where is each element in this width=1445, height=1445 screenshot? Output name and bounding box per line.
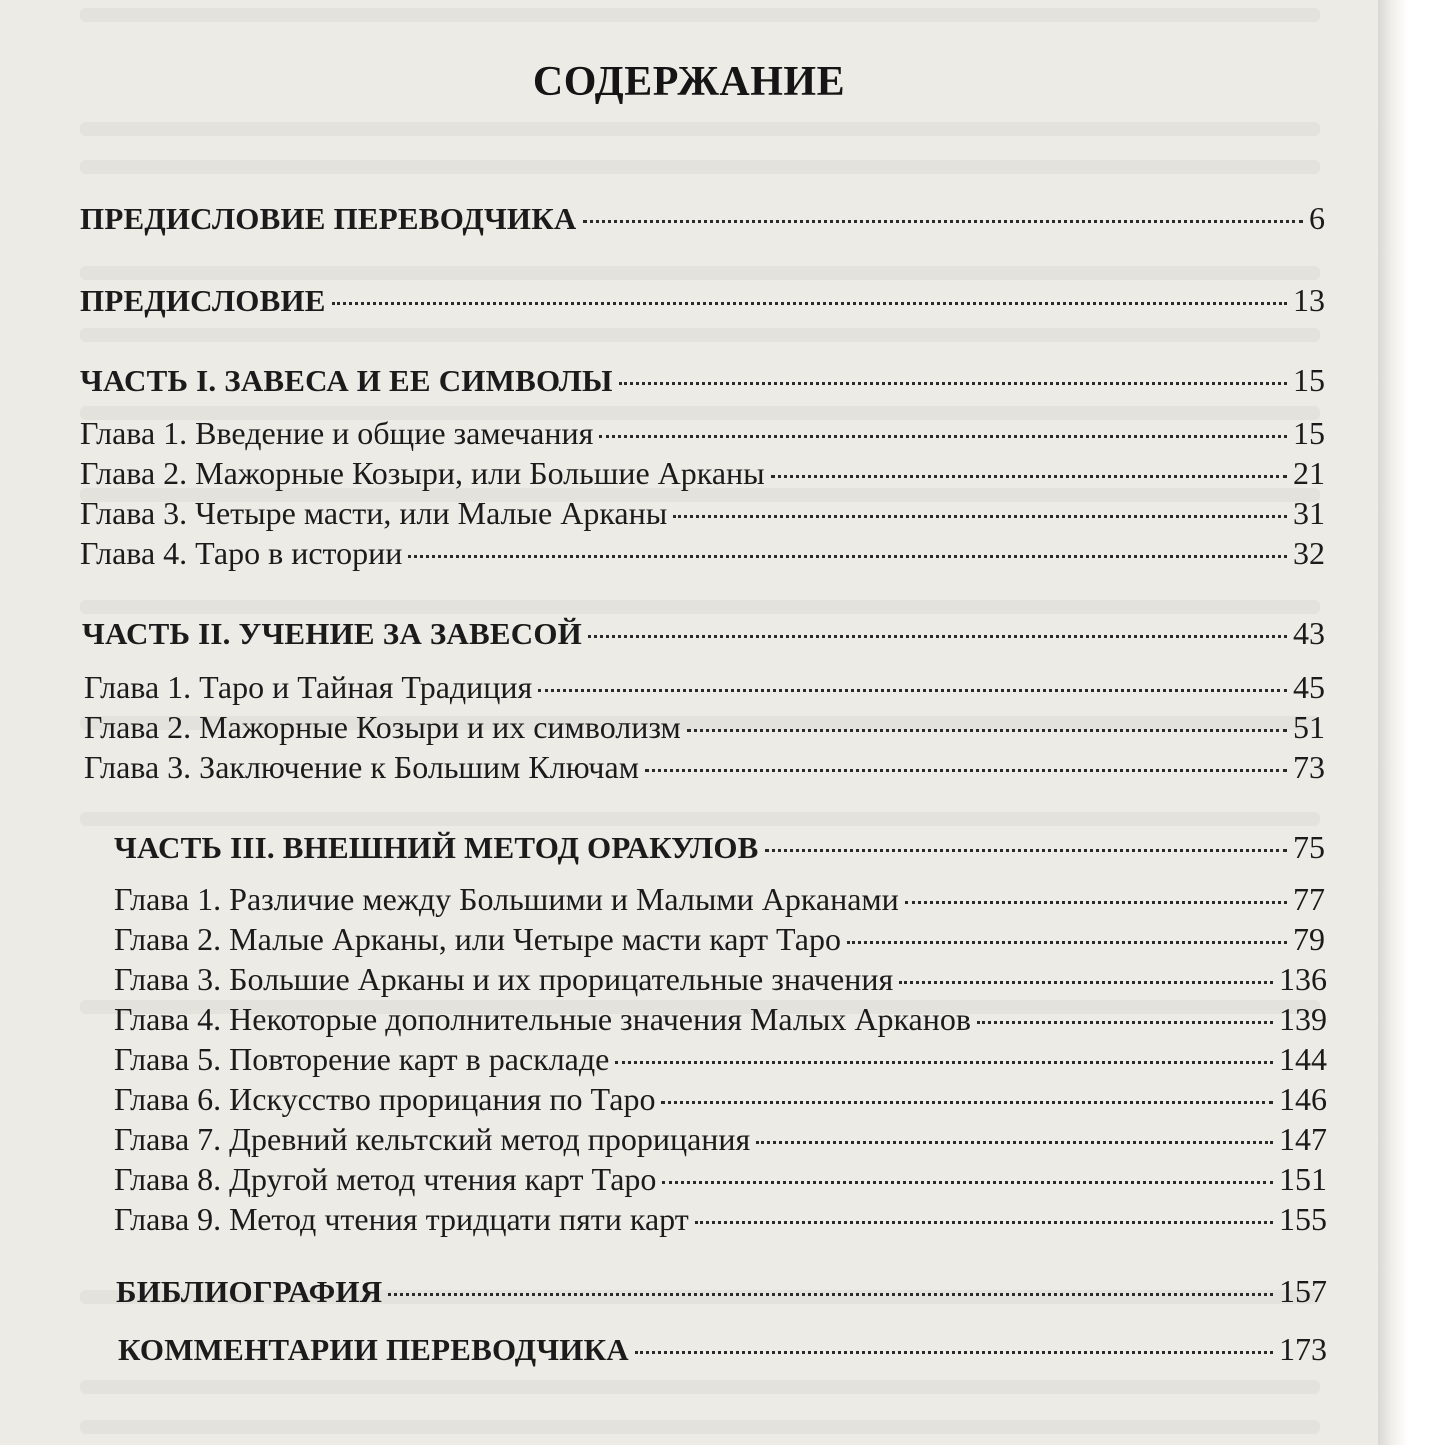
toc-entry-translator-comments[interactable] <box>118 1329 1327 1370</box>
entry-label: Глава 2. Мажорные Козыри, или Большие Арканы <box>80 455 765 491</box>
entry-label: Глава 5. Повторение карт в раскладе <box>114 1041 610 1077</box>
entry-label: Глава 8. Другой метод чтения карт Таро <box>114 1161 657 1197</box>
entry-label: Глава 1. Введение и общие замечания <box>80 415 594 451</box>
entry-label: Глава 2. Малые Арканы, или Четыре масти карт Таро <box>114 921 841 957</box>
entry-label: ПРЕДИСЛОВИЕ <box>80 283 326 318</box>
entry-page-number: 45 <box>1293 669 1325 705</box>
dot-leader <box>695 1221 1273 1224</box>
toc-entry-chapter[interactable] <box>114 959 1327 999</box>
entry-page-number: 151 <box>1279 1161 1327 1197</box>
toc-entry-chapter[interactable] <box>80 533 1325 573</box>
entry-label: Глава 7. Древний кельтский метод прорицания <box>114 1121 751 1157</box>
dot-leader <box>756 1141 1273 1144</box>
entry-page-number: 32 <box>1293 535 1325 571</box>
entry-page-number: 173 <box>1279 1331 1327 1367</box>
entry-label: Глава 4. Таро в истории <box>80 535 403 571</box>
dot-leader <box>771 475 1287 478</box>
show-through-text <box>80 600 1320 614</box>
entry-page-number: 136 <box>1279 961 1327 997</box>
entry-label: Глава 1. Различие между Большими и Малыми Арканами <box>114 881 899 917</box>
entry-page-number: 147 <box>1279 1121 1327 1157</box>
entry-label: Глава 1. Таро и Тайная Традиция <box>84 669 533 705</box>
entry-label: Глава 9. Метод чтения тридцати пяти карт <box>114 1201 689 1237</box>
dot-leader <box>332 302 1287 305</box>
dot-leader <box>662 1181 1273 1184</box>
entry-label: Глава 4. Некоторые дополнительные значения Малых Арканов <box>114 1001 971 1037</box>
entry-label: ЧАСТЬ II. УЧЕНИЕ ЗА ЗАВЕСОЙ <box>82 616 582 651</box>
show-through-text <box>80 266 1320 280</box>
entry-label: Глава 6. Искусство прорицания по Таро <box>114 1081 656 1117</box>
toc-entry-chapter[interactable] <box>114 879 1325 919</box>
toc-entry-part-1[interactable] <box>80 360 1325 401</box>
entry-page-number: 139 <box>1279 1001 1327 1037</box>
toc-entry-bibliography[interactable] <box>116 1271 1327 1312</box>
entry-page-number: 77 <box>1293 881 1325 917</box>
dot-leader <box>619 382 1287 385</box>
toc-entry-chapter[interactable] <box>114 1159 1327 1199</box>
dot-leader <box>599 435 1287 438</box>
toc-entry-part-2[interactable] <box>82 613 1325 654</box>
entry-label: ЧАСТЬ III. ВНЕШНИЙ МЕТОД ОРАКУЛОВ <box>114 830 759 865</box>
entry-page-number: 43 <box>1293 615 1325 651</box>
toc-entry-chapter[interactable] <box>114 919 1325 959</box>
dot-leader <box>847 941 1287 944</box>
toc-entry-chapter[interactable] <box>114 1039 1327 1079</box>
entry-page-number: 75 <box>1293 829 1325 865</box>
entry-page-number: 6 <box>1309 200 1325 236</box>
entry-label: Глава 2. Мажорные Козыри и их символизм <box>84 709 681 745</box>
entry-label: ЧАСТЬ I. ЗАВЕСА И ЕЕ СИМВОЛЫ <box>80 363 613 398</box>
dot-leader <box>615 1061 1273 1064</box>
entry-label: Глава 3. Большие Арканы и их прорицательные значения <box>114 961 894 997</box>
entry-page-number: 157 <box>1279 1273 1327 1309</box>
toc-entry-chapter[interactable] <box>84 707 1325 747</box>
entry-page-number: 155 <box>1279 1201 1327 1237</box>
dot-leader <box>905 901 1287 904</box>
entry-page-number: 73 <box>1293 749 1325 785</box>
dot-leader <box>538 689 1287 692</box>
entry-page-number: 13 <box>1293 282 1325 318</box>
entry-page-number: 79 <box>1293 921 1325 957</box>
entry-page-number: 15 <box>1293 415 1325 451</box>
show-through-text <box>80 8 1320 22</box>
toc-entry-translator-preface[interactable] <box>80 198 1325 239</box>
toc-entry-chapter[interactable] <box>114 1119 1327 1159</box>
toc-entry-chapter[interactable] <box>114 999 1327 1039</box>
entry-label: ПРЕДИСЛОВИЕ ПЕРЕВОДЧИКА <box>80 201 577 236</box>
toc-entry-preface[interactable] <box>80 280 1325 321</box>
dot-leader <box>661 1101 1273 1104</box>
dot-leader <box>588 635 1287 638</box>
toc-entry-part-3[interactable] <box>114 827 1325 868</box>
dot-leader <box>388 1293 1273 1296</box>
toc-entry-chapter[interactable] <box>80 493 1325 533</box>
show-through-text <box>80 122 1320 136</box>
entry-label: БИБЛИОГРАФИЯ <box>116 1274 383 1309</box>
show-through-text <box>80 1420 1320 1434</box>
toc-entry-chapter[interactable] <box>80 413 1325 453</box>
dot-leader <box>635 1351 1273 1354</box>
dot-leader <box>899 981 1273 984</box>
dot-leader <box>977 1021 1273 1024</box>
dot-leader <box>687 729 1287 732</box>
show-through-text <box>80 812 1320 826</box>
entry-page-number: 144 <box>1279 1041 1327 1077</box>
entry-page-number: 51 <box>1293 709 1325 745</box>
entry-page-number: 21 <box>1293 455 1325 491</box>
dot-leader <box>408 555 1287 558</box>
show-through-text <box>80 1380 1320 1394</box>
toc-entry-chapter[interactable] <box>84 667 1325 707</box>
entry-label: Глава 3. Заключение к Большим Ключам <box>84 749 639 785</box>
dot-leader <box>673 515 1287 518</box>
dot-leader <box>765 849 1287 852</box>
entry-page-number: 15 <box>1293 362 1325 398</box>
entry-page-number: 146 <box>1279 1081 1327 1117</box>
page-edge <box>1378 0 1445 1445</box>
show-through-text <box>80 160 1320 174</box>
show-through-text <box>80 328 1320 342</box>
entry-label: Глава 3. Четыре масти, или Малые Арканы <box>80 495 668 531</box>
toc-entry-chapter[interactable] <box>114 1079 1327 1119</box>
entry-label: КОММЕНТАРИИ ПЕРЕВОДЧИКА <box>118 1332 629 1367</box>
entry-page-number: 31 <box>1293 495 1325 531</box>
toc-title: СОДЕРЖАНИЕ <box>532 59 846 105</box>
toc-entry-chapter[interactable] <box>80 453 1325 493</box>
toc-entry-chapter[interactable] <box>114 1199 1327 1239</box>
toc-entry-chapter[interactable] <box>84 747 1325 787</box>
dot-leader <box>645 769 1287 772</box>
dot-leader <box>583 220 1303 223</box>
